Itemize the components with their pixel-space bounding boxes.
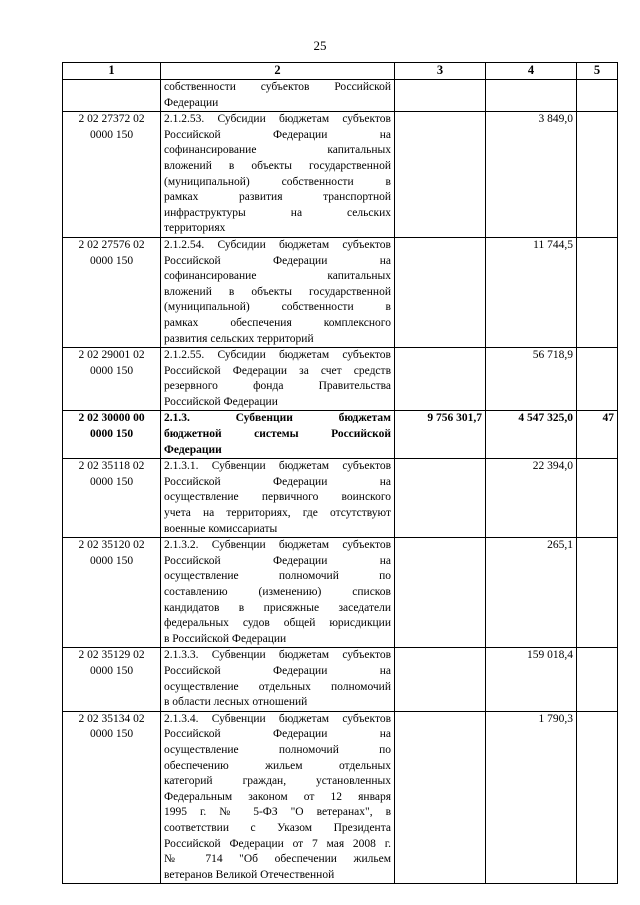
row-name-line: в области лесных отношений xyxy=(164,696,308,709)
row-col4-value: 1 790,3 xyxy=(486,711,577,884)
row-name-line: № 714 "Об обеспечении жильем xyxy=(164,853,391,866)
row-name-line: вложений в объекты государственной xyxy=(164,285,391,298)
row-name-line: Российской Федерации на xyxy=(164,254,391,267)
row-name-line: Федеральным законом от 12 января xyxy=(164,790,391,803)
row-name-line: 2.1.2.55. Субсидии бюджетам субъектов xyxy=(164,349,391,362)
row-name-line: софинансирование капитальных xyxy=(164,270,391,283)
row-name-line: федеральных судов общей юрисдикции xyxy=(164,617,391,630)
row-name-line: обеспечению жильем отдельных xyxy=(164,759,391,772)
row-name-line: 2.1.3.1. Субвенции бюджетам субъектов xyxy=(164,460,391,473)
row-name xyxy=(161,80,395,112)
row-name-line: резервного фонда Правительства xyxy=(164,380,391,393)
row-col3-value xyxy=(395,237,486,347)
row-name-line: 2.1.2.54. Субсидии бюджетам субъектов xyxy=(164,238,391,251)
row-name xyxy=(161,348,395,411)
row-name-line: 1995 г. № 5-ФЗ "О ветеранах", в xyxy=(164,806,391,819)
row-col3-value xyxy=(395,112,486,238)
row-name-line: развития сельских территорий xyxy=(164,332,314,345)
row-name-line: (муниципальной) собственности в xyxy=(164,175,391,188)
row-name-line: ветеранов Великой Отечественной xyxy=(164,868,335,881)
row-name-line: вложений в объекты государственной xyxy=(164,159,391,172)
row-name-line: в Российской Федерации xyxy=(164,632,287,645)
row-col3-value xyxy=(395,459,486,538)
row-code: 2 02 30000 00 0000 150 xyxy=(63,411,161,459)
row-col4-value: 22 394,0 xyxy=(486,459,577,538)
row-name-line: осуществление первичного воинского xyxy=(164,491,391,504)
row-name xyxy=(161,648,395,711)
row-col5-value xyxy=(577,711,618,884)
row-name-line: 2.1.3.4. Субвенции бюджетам субъектов xyxy=(164,712,391,725)
column-header-3: 3 xyxy=(395,63,486,80)
row-col3-value xyxy=(395,348,486,411)
table-row xyxy=(63,237,618,347)
row-col4-value: 11 744,5 xyxy=(486,237,577,347)
row-code: 2 02 35129 02 0000 150 xyxy=(63,648,161,711)
row-name-line: осуществление полномочий по xyxy=(164,743,391,756)
row-name-line: собственности субъектов Российской xyxy=(164,81,391,93)
row-name xyxy=(161,459,395,538)
row-name-line: осуществление полномочий по xyxy=(164,570,391,583)
row-name-line: учета на территориях, где отсутствуют xyxy=(164,507,391,520)
table-body xyxy=(63,80,618,884)
row-name-line: 2.1.2.53. Субсидии бюджетам субъектов xyxy=(164,113,391,126)
row-name xyxy=(161,411,395,459)
row-col4-value xyxy=(486,80,577,112)
table-row xyxy=(63,80,618,112)
row-name-line: инфраструктуры на сельских xyxy=(164,206,391,219)
row-col5-value xyxy=(577,348,618,411)
row-name-line: соответствии с Указом Президента xyxy=(164,821,391,834)
row-col4-value: 159 018,4 xyxy=(486,648,577,711)
row-name-line: бюджетной системы Российской xyxy=(164,428,391,441)
table-header-row xyxy=(63,63,618,80)
row-name-line: военные комиссариаты xyxy=(164,522,278,535)
row-name xyxy=(161,711,395,884)
row-name-line: софинансирование капитальных xyxy=(164,144,391,157)
row-name-line: 2.1.3.2. Субвенции бюджетам субъектов xyxy=(164,539,391,552)
row-name-line: составлению (изменению) списков xyxy=(164,586,391,598)
budget-table xyxy=(62,62,618,884)
row-name-line: рамках развития транспортной xyxy=(164,191,391,204)
row-col5-value xyxy=(577,237,618,347)
table-row xyxy=(63,112,618,238)
row-code: 2 02 27372 02 0000 150 xyxy=(63,112,161,238)
row-col3-value xyxy=(395,538,486,648)
column-header-4: 4 xyxy=(486,63,577,80)
row-name-line: 2.1.3. Субвенции бюджетам xyxy=(164,412,391,425)
row-name-line: Российской Федерации на xyxy=(164,554,391,567)
row-col5-value xyxy=(577,459,618,538)
table-row xyxy=(63,348,618,411)
row-code: 2 02 35134 02 0000 150 xyxy=(63,711,161,884)
row-col4-value: 56 718,9 xyxy=(486,348,577,411)
column-header-2: 2 xyxy=(161,63,395,80)
row-code xyxy=(63,80,161,112)
row-code: 2 02 35120 02 0000 150 xyxy=(63,538,161,648)
row-col4-value: 3 849,0 xyxy=(486,112,577,238)
row-name-line: Российской Федерации xyxy=(164,395,278,408)
row-col3-value xyxy=(395,80,486,112)
row-name-line: рамках обеспечения комплексного xyxy=(164,316,391,329)
row-name xyxy=(161,237,395,347)
row-col5-value xyxy=(577,538,618,648)
row-col5-value: 47 xyxy=(577,411,618,459)
row-name-line: Российской Федерации на xyxy=(164,728,391,741)
table-row xyxy=(63,648,618,711)
table-row xyxy=(63,538,618,648)
row-code: 2 02 27576 02 0000 150 xyxy=(63,237,161,347)
row-col4-value: 4 547 325,0 xyxy=(486,411,577,459)
row-name xyxy=(161,538,395,648)
row-code: 2 02 29001 02 0000 150 xyxy=(63,348,161,411)
row-name-line: Федерации xyxy=(164,96,219,109)
table-row xyxy=(63,711,618,884)
row-name-line: Российской Федерации на xyxy=(164,664,391,677)
row-name-line: осуществление отдельных полномочий xyxy=(164,680,391,693)
row-col5-value xyxy=(577,80,618,112)
row-name-line: Российской Федерации за счет средств xyxy=(164,364,391,377)
row-col3-value: 9 756 301,7 xyxy=(395,411,486,459)
row-name-line: категорий граждан, установленных xyxy=(164,775,391,788)
column-header-5: 5 xyxy=(577,63,618,80)
row-name-line: Федерации xyxy=(164,443,222,456)
row-name xyxy=(161,112,395,238)
row-name-line: (муниципальной) собственности в xyxy=(164,301,391,314)
table-row xyxy=(63,411,618,459)
row-code: 2 02 35118 02 0000 150 xyxy=(63,459,161,538)
row-name-line: кандидатов в присяжные заседатели xyxy=(164,601,391,614)
table-row xyxy=(63,459,618,538)
row-name-line: 2.1.3.3. Субвенции бюджетам субъектов xyxy=(164,649,391,662)
row-name-line: территориях xyxy=(164,222,226,235)
row-col3-value xyxy=(395,711,486,884)
row-col4-value: 265,1 xyxy=(486,538,577,648)
row-name-line: Российской Федерации на xyxy=(164,475,391,488)
row-name-line: Российской Федерации от 7 мая 2008 г. xyxy=(164,837,391,850)
page-number: 25 xyxy=(313,38,327,53)
row-col5-value xyxy=(577,648,618,711)
row-col5-value xyxy=(577,112,618,238)
row-name-line: Российской Федерации на xyxy=(164,128,391,141)
column-header-1: 1 xyxy=(63,63,161,80)
row-col3-value xyxy=(395,648,486,711)
